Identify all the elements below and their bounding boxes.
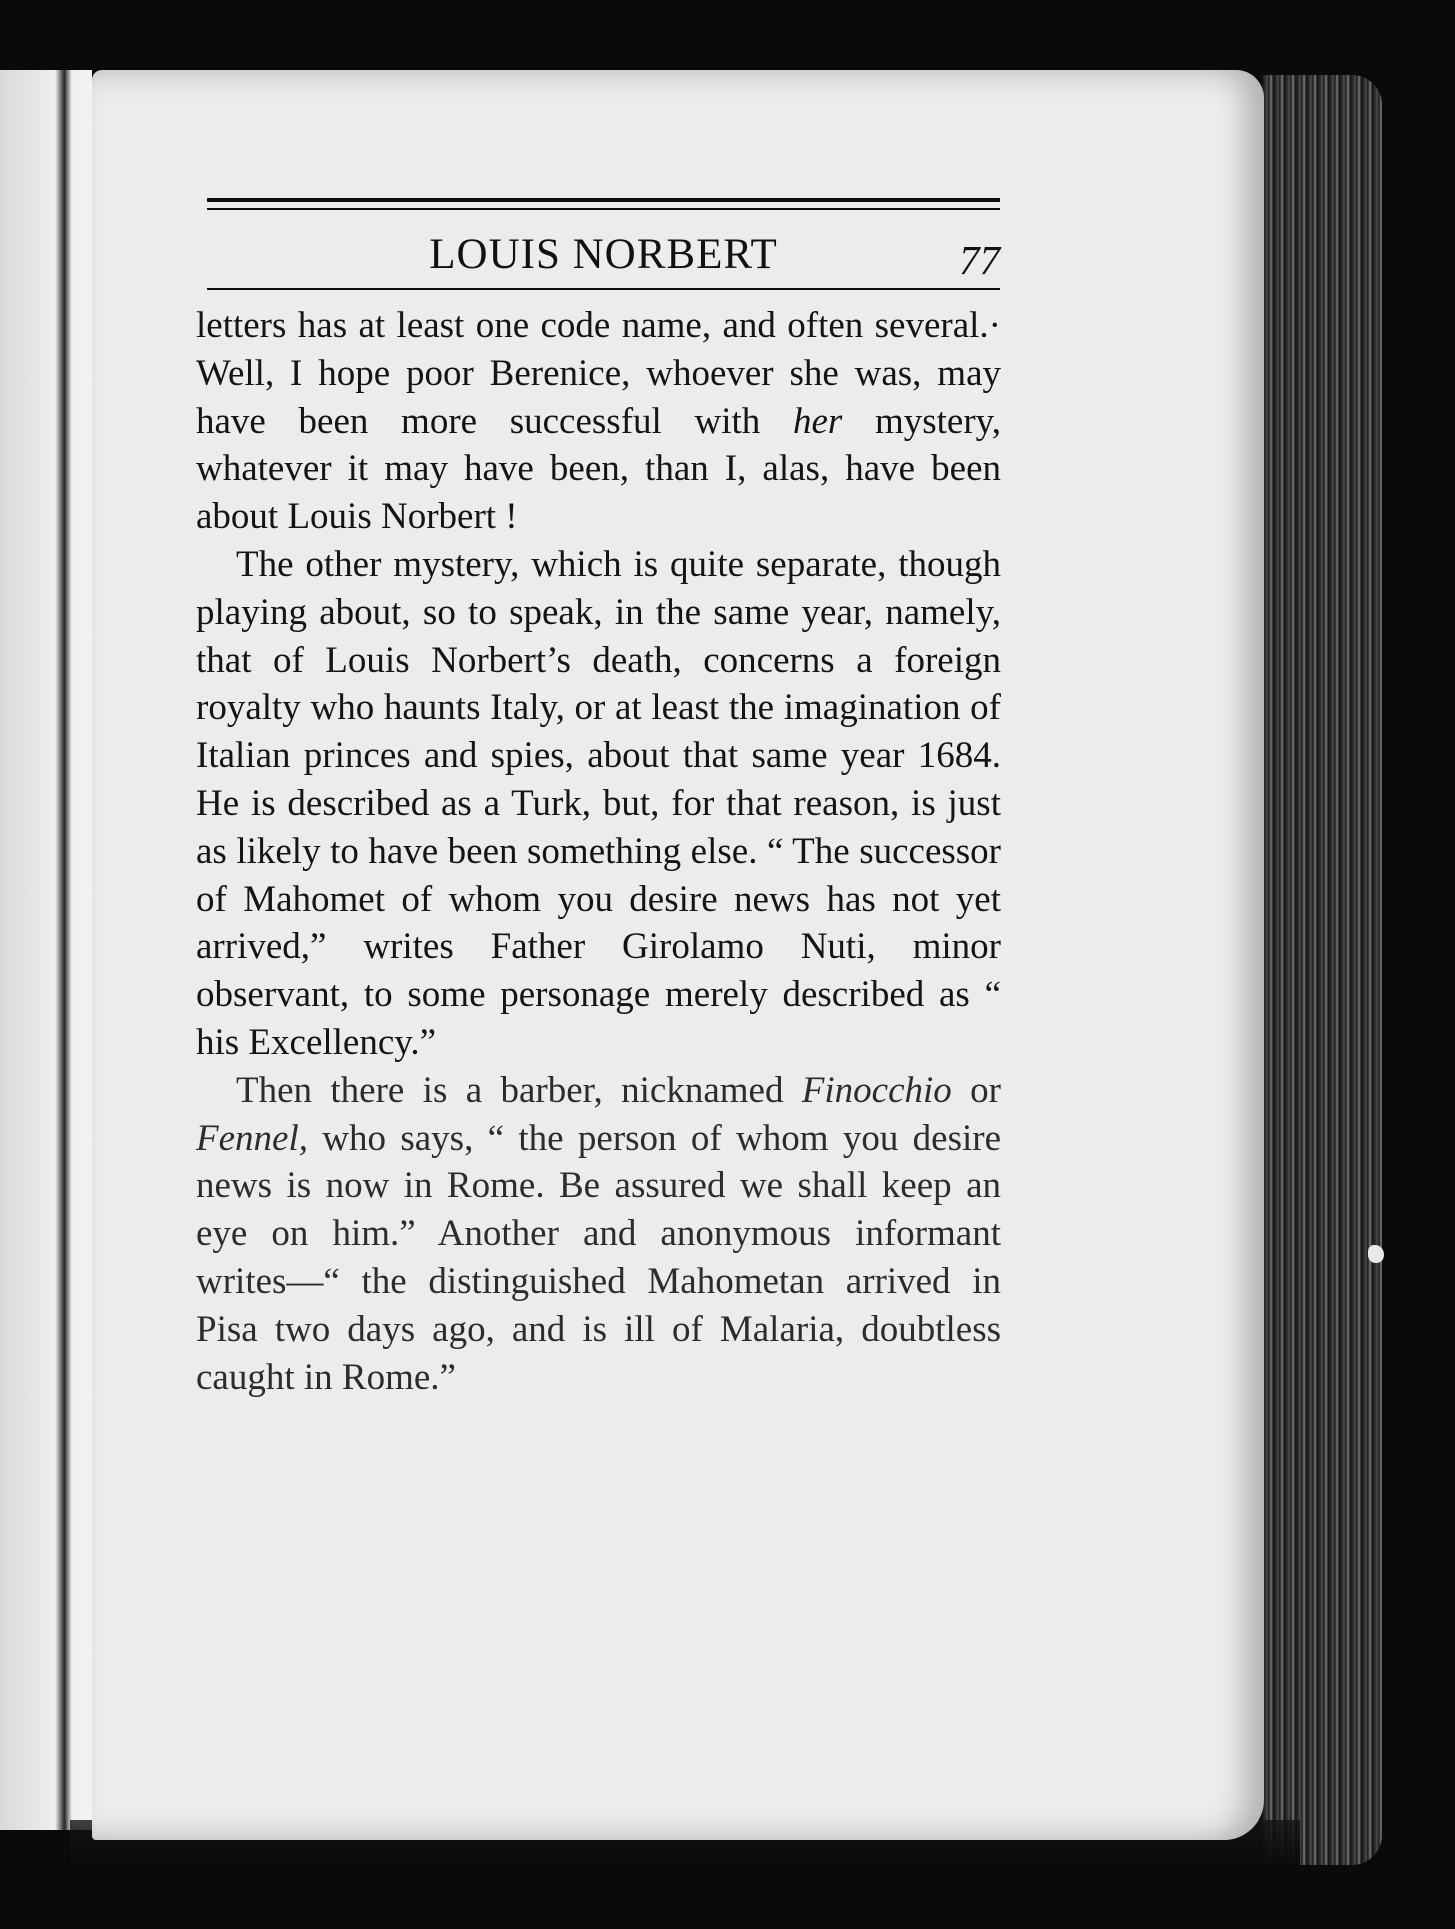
running-head (207, 226, 1000, 282)
running-title: LOUIS NORBERT (429, 231, 778, 278)
paragraph-3-italic-finocchio: Finocchio (801, 1069, 952, 1111)
header-rule-bottom (207, 288, 1000, 290)
paragraph-2: The other mystery, which is quite separate, though playing about, so to speak, in the same year, namely, that of Louis Norbert’s death, concerns a foreign royalty who haunts Italy, or at least the imagination of Italian princes and spies, about that same year 1684. He is described as a Turk, but, for that reason, is just as likely to have been something else. “ The successor of Mahomet of whom you desire news has not yet arrived,” writes Father Girolamo Nuti, minor observant, to some personage merely described as “ his Excellency.” (196, 543, 1001, 1063)
paragraph-3 (196, 1067, 1001, 1402)
paragraph-3-italic-fennel: Fennel, (196, 1117, 308, 1159)
paragraph-3-text-c: or (951, 1069, 1001, 1111)
paragraph-1 (196, 302, 1001, 541)
paper-speck (1368, 1245, 1384, 1263)
paragraph-1-italic-her: her (792, 400, 843, 442)
page-number: 77 (959, 237, 1000, 283)
book-fore-edge (1262, 75, 1382, 1865)
header-rule-thin (207, 208, 1000, 210)
body-text (196, 302, 1001, 1401)
paragraph-3-text-e: who says, “ the person of whom you desire news is now in Rome. Be assured we shall keep an eye on him.” Another and anonymous informant writes—“ the distinguished Mahometan arrived in Pisa two days ago, and is ill of Malaria, doubtless caught in Rome.” (196, 1117, 1001, 1398)
header-rule-thick (207, 198, 1000, 202)
paragraph-3-text-a: Then there is a barber, nicknamed (236, 1069, 802, 1111)
facing-page-edge (0, 70, 92, 1830)
paragraph-1-text-a: letters has at least one code name, and often several.· Well, I hope poor Berenice, whoever she was, may have been more successful with (196, 305, 1001, 442)
paragraph-1-text-c: mystery, whatever it may have been, than I, alas, have been about Louis Norbert ! (196, 400, 1001, 538)
